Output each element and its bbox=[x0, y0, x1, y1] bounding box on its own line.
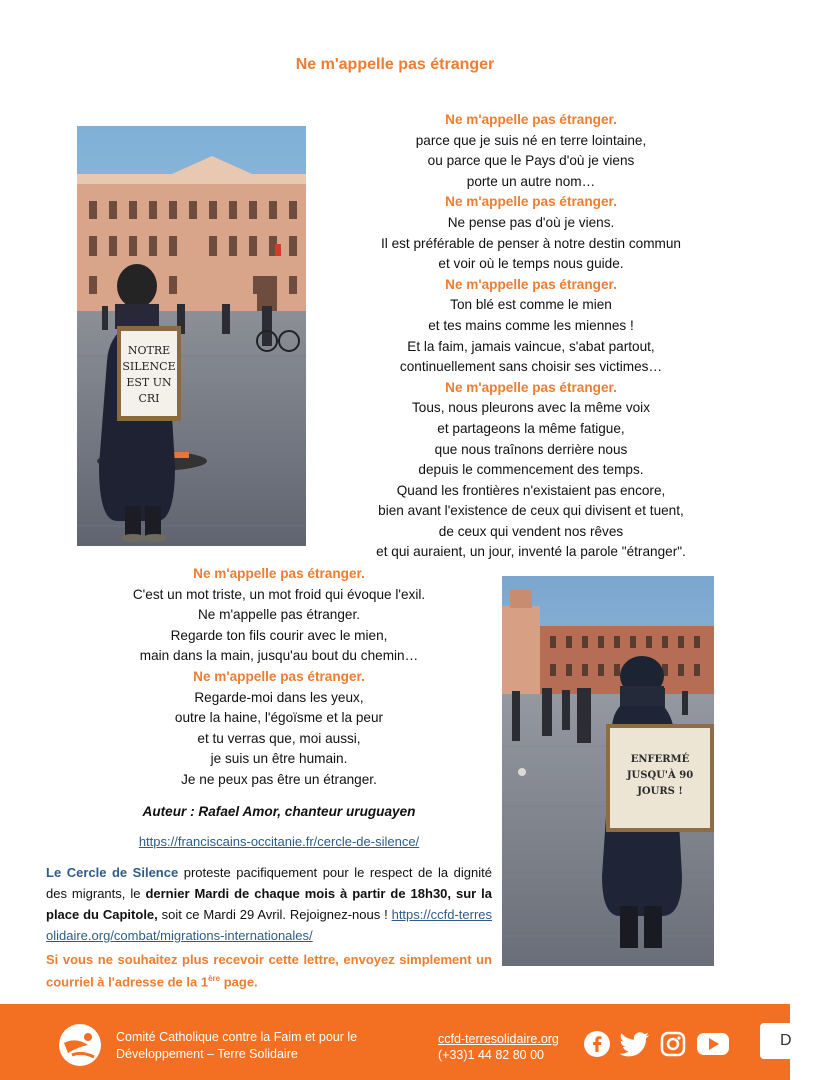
poem-line: je suis un être humain. bbox=[210, 751, 348, 767]
sign1-line: NOTRE bbox=[127, 344, 171, 357]
migrations-link[interactable]: https://ccfd-terresolidaire.org/combat/migrations-internationales/ bbox=[46, 907, 493, 943]
photo-protest-sign bbox=[502, 576, 714, 966]
poem-line: parce que je suis né en terre lointaine, bbox=[415, 132, 647, 148]
sign1-line: CRI bbox=[138, 392, 160, 405]
poem-line: ou parce que le Pays d'où je viens bbox=[427, 153, 635, 169]
para-bold: dernier Mardi de chaque mois à partir de 18h30, sur la place du Capitole, bbox=[46, 886, 493, 922]
poem-line: depuis le commencement des temps. bbox=[418, 462, 644, 478]
poem-part-1 bbox=[340, 110, 722, 563]
poem-line: Ne m'appelle pas étranger. bbox=[193, 668, 365, 684]
poem-part-2 bbox=[40, 564, 518, 791]
poem-line: bien avant l'existence de ceux qui divisent et tuent, bbox=[378, 503, 684, 519]
footer-org-line: Développement – Terre Solidaire bbox=[116, 1047, 298, 1061]
unsubscribe-end: page. bbox=[220, 974, 258, 990]
facebook-icon[interactable] bbox=[584, 1031, 610, 1057]
poem-line: Regarde ton fils courir avec le mien, bbox=[170, 627, 388, 643]
para-text: proteste pacifiquement pour le respect de la dignité des migrants, le bbox=[46, 865, 492, 901]
poem-author: Auteur : Rafael Amor, chanteur uruguayen bbox=[142, 804, 416, 819]
poem-line: et partageons la même fatigue, bbox=[437, 420, 625, 436]
poem-line: Tous, nous pleurons avec la même voix bbox=[411, 400, 650, 416]
ccfd-logo-icon bbox=[58, 1023, 102, 1067]
photo-protest-capitole bbox=[77, 126, 306, 546]
poem-line: Ne m'appelle pas étranger. bbox=[445, 112, 617, 127]
twitter-icon[interactable] bbox=[620, 1031, 650, 1057]
unsubscribe-text: Si vous ne souhaitez plus recevoir cette lettre, envoyez simplement un courriel à l'adresse de la 1 bbox=[46, 952, 492, 990]
footer-org-line: Comité Catholique contre la Faim et pour le bbox=[116, 1030, 358, 1044]
poem-line: Et la faim, jamais vaincue, s'abat partout, bbox=[407, 338, 655, 354]
youtube-icon[interactable] bbox=[696, 1031, 730, 1057]
poem-line: porte un autre nom… bbox=[466, 173, 596, 189]
footer bbox=[0, 1004, 790, 1080]
sign2-line: JUSQU'À 90 bbox=[626, 770, 694, 781]
poem-line: Regarde-moi dans les yeux, bbox=[194, 689, 364, 705]
sign2-line: ENFERMÉ bbox=[630, 754, 690, 765]
poem-line: main dans la main, jusqu'au bout du chemin… bbox=[139, 648, 419, 664]
footer-site-link[interactable]: ccfd-terresolidaire.org bbox=[438, 1032, 559, 1046]
poem-line: Il est préférable de penser à notre destin commun bbox=[381, 235, 681, 251]
poem-line: et qui auraient, un jour, inventé la parole "étranger". bbox=[376, 544, 686, 560]
sign2-line: JOURS ! bbox=[637, 786, 683, 797]
poem-line: Ne m'appelle pas étranger. bbox=[445, 379, 617, 395]
poem-line: C'est un mot triste, un mot froid qui évoque l'exil. bbox=[132, 586, 426, 602]
page-title: Ne m'appelle pas étranger bbox=[295, 56, 495, 73]
poem-line: Quand les frontières n'existaient pas encore, bbox=[396, 482, 666, 498]
para-text: soit ce Mardi 29 Avril. Rejoignez-nous ! bbox=[157, 907, 392, 922]
poem-line: de ceux qui vendent nos rêves bbox=[438, 523, 624, 539]
footer-button[interactable]: D bbox=[760, 1023, 820, 1059]
poem-line: outre la haine, l'égoïsme et la peur bbox=[174, 710, 384, 726]
poem-line: Ne m'appelle pas étranger. bbox=[197, 607, 361, 623]
poem-line: Ne m'appelle pas étranger. bbox=[193, 566, 365, 581]
poem-line: Ne pense pas d'où je viens. bbox=[447, 214, 615, 230]
sign1-line: SILENCE bbox=[122, 360, 176, 373]
instagram-icon[interactable] bbox=[660, 1031, 686, 1057]
unsubscribe-note bbox=[46, 950, 492, 991]
poem-line: et voir où le temps nous guide. bbox=[438, 256, 624, 272]
unsubscribe-sup: ère bbox=[208, 974, 221, 983]
info-paragraph bbox=[46, 862, 492, 946]
cercle-link-wrap bbox=[40, 834, 518, 849]
footer-org bbox=[116, 1029, 357, 1063]
footer-contact bbox=[438, 1031, 559, 1063]
org-name: Le Cercle de Silence bbox=[46, 865, 179, 880]
poem-line: Je ne peux pas être un étranger. bbox=[181, 771, 377, 787]
poem-line: continuellement sans choisir ses victimes… bbox=[399, 359, 663, 375]
cercle-de-silence-link[interactable]: https://franciscains-occitanie.fr/cercle-de-silence/ bbox=[138, 834, 420, 849]
poem-line: et tu verras que, moi aussi, bbox=[197, 730, 361, 746]
poem-line: que nous traînons derrière nous bbox=[434, 441, 628, 457]
footer-phone: (+33)1 44 82 80 00 bbox=[438, 1048, 544, 1062]
poem-line: et tes mains comme les miennes ! bbox=[428, 317, 634, 333]
poem-line: Ne m'appelle pas étranger. bbox=[445, 276, 617, 292]
poem-line: Ton blé est comme le mien bbox=[450, 297, 612, 313]
sign1-line: EST UN bbox=[126, 376, 172, 389]
poem-line: Ne m'appelle pas étranger. bbox=[445, 194, 617, 210]
